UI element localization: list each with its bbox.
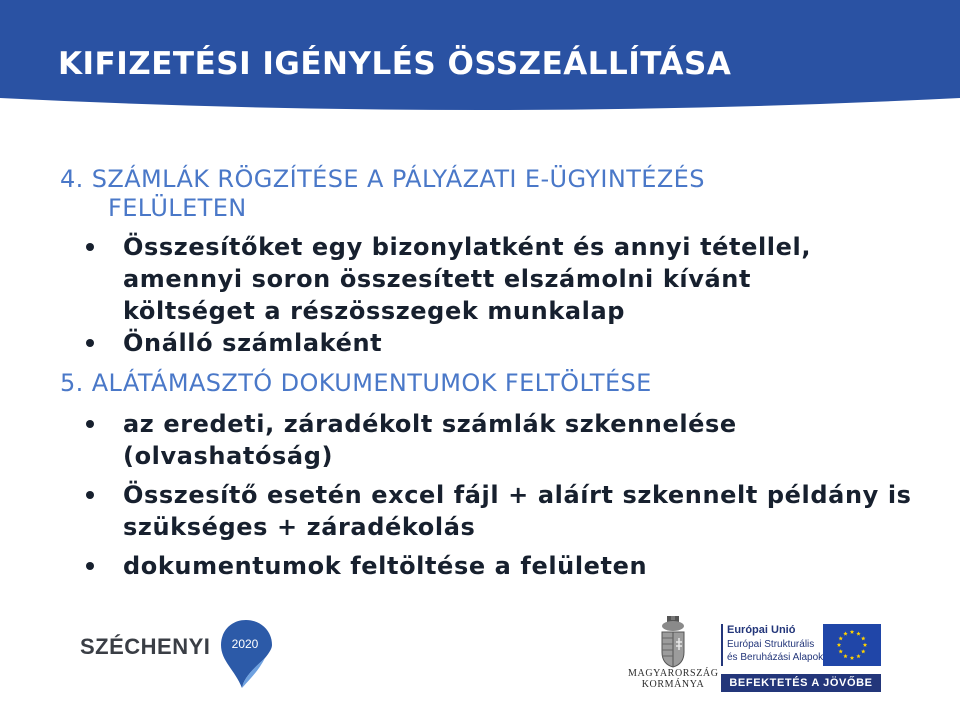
bullet-text: Önálló számlaként (123, 329, 383, 357)
eu-funds-logo (721, 622, 881, 694)
section-4-heading (60, 165, 880, 223)
section-5-heading: 5. ALÁTÁMASZTÓ DOKUMENTUMOK FELTÖLTÉSE (60, 369, 652, 397)
eu-logo-line2: Európai Strukturális (727, 639, 815, 650)
government-logo-line2: KORMÁNYA (641, 679, 705, 690)
bullet-icon (86, 243, 94, 251)
szechenyi-logo-text: SZÉCHENYI (80, 634, 211, 659)
bullet-icon (86, 420, 94, 428)
header-banner (0, 0, 960, 130)
list-item (86, 408, 926, 472)
bullet-text: dokumentumok feltöltése a felületen (123, 552, 648, 580)
coat-of-arms-icon (659, 616, 687, 668)
government-logo-line1: MAGYARORSZÁG (628, 668, 719, 679)
eu-flag-icon (823, 624, 881, 666)
section-4-heading-line1: 4. SZÁMLÁK RÖGZÍTÉSE A PÁLYÁZATI E-ÜGYINTÉZÉS (60, 165, 705, 193)
bullet-icon (86, 339, 94, 347)
location-pin-icon (217, 618, 275, 690)
section-4-bullet-list (86, 231, 886, 359)
bullet-icon (86, 562, 94, 570)
bullet-text: Összesítő esetén excel fájl + aláírt szkennelt példány is szükséges + záradékolás (123, 481, 912, 541)
section-4-heading-line2: FELÜLETEN (108, 194, 247, 222)
bullet-text: Összesítőket egy bizonylatként és annyi tétellel, amennyi soron összesített elszámolni kívánt költséget a részösszegek munkalap (123, 233, 812, 325)
szechenyi-logo-year: 2020 (231, 637, 259, 651)
eu-logo-divider (721, 624, 723, 666)
list-item (86, 550, 926, 582)
eu-logo-line3: és Beruházási Alapok (727, 652, 824, 663)
eu-logo-banner: BEFEKTETÉS A JÖVŐBE (721, 674, 881, 692)
bullet-text: az eredeti, záradékolt számlák szkennelése (olvashatóság) (123, 410, 737, 470)
hungarian-government-logo (628, 616, 718, 698)
list-item (86, 479, 926, 543)
eu-logo-line1: Európai Unió (727, 624, 796, 636)
list-item (86, 327, 886, 359)
bullet-icon (86, 491, 94, 499)
slide-title: KIFIZETÉSI IGÉNYLÉS ÖSSZEÁLLÍTÁSA (58, 46, 732, 82)
list-item (86, 231, 886, 327)
section-5-bullet-list (86, 408, 926, 589)
szechenyi-2020-logo (80, 618, 280, 690)
